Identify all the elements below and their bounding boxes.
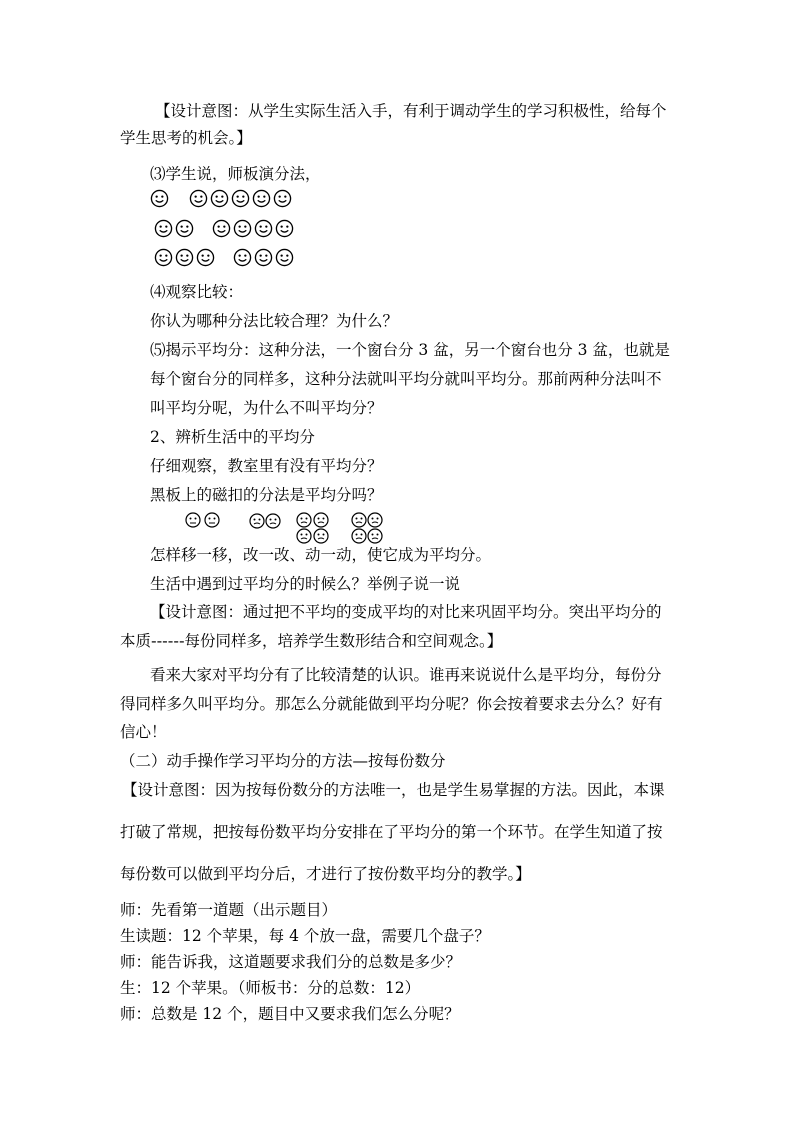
- magnet-question: 黑板上的磁扣的分法是平均分吗？: [150, 486, 383, 504]
- smiley-face-icon: [154, 219, 173, 238]
- smiley-face-icon: [212, 219, 231, 238]
- magnet-groups: [185, 510, 395, 550]
- smiley-face-icon: [275, 219, 294, 238]
- dialogue-student-2: 生：12 个苹果。（师板书：分的总数：12）: [120, 979, 421, 997]
- smiley-face-icon: [233, 219, 252, 238]
- dialogue-teacher-1: 师：先看第一道题（出示题目）: [120, 901, 338, 919]
- design-intent-1-line-1: 【设计意图：从学生实际生活入手，有利于调动学生的学习积极性，给每个: [155, 102, 667, 120]
- smiley-face-icon: [175, 219, 194, 238]
- smiley-face-icon: [252, 189, 271, 208]
- summary-line-2: 得同样多久叫平均分。那怎么分就能做到平均分呢？你会按着要求去分么？好有: [120, 695, 663, 713]
- smiley-face-icon: [254, 219, 273, 238]
- design-intent-3-line-3: 每份数可以做到平均分后，才进行了按份数平均分的教学。】: [120, 865, 531, 883]
- step-4-text: ⑷观察比较：: [150, 283, 244, 301]
- dialogue-teacher-2: 师：能告诉我，这道题要求我们分的总数是多少？: [120, 953, 462, 971]
- smiley-row-2: [154, 219, 294, 238]
- smiley-face-icon: [210, 189, 229, 208]
- dialogue-teacher-3: 师：总数是 12 个，题目中又要求我们怎么分呢？: [120, 1005, 460, 1023]
- smiley-face-icon: [175, 248, 194, 267]
- smiley-face-icon: [254, 248, 273, 267]
- design-intent-1-line-2: 学生思考的机会。】: [120, 129, 252, 147]
- question-which-method: 你认为哪种分法比较合理？为什么？: [150, 312, 399, 330]
- life-example-prompt: 生活中遇到过平均分的时候么？举例子说一说: [150, 575, 461, 593]
- frown-face-icon-group: [185, 510, 395, 550]
- smiley-face-icon: [154, 248, 173, 267]
- step-5-line-1: ⑸揭示平均分：这种分法，一个窗台分 3 盆，另一个窗台也分 3 盆，也就是: [150, 341, 670, 359]
- summary-line-1: 看来大家对平均分有了比较清楚的认识。谁再来说说什么是平均分，每份分: [150, 666, 662, 684]
- step-3-text: ⑶学生说，师板演分法，: [150, 165, 321, 183]
- step-5-line-2: 每个窗台分的同样多，这种分法就叫平均分就叫平均分。那前两种分法叫不: [150, 370, 662, 388]
- smiley-face-icon: [196, 248, 215, 267]
- move-instruction: 怎样移一移，改一改、动一动，使它成为平均分。: [150, 546, 492, 564]
- summary-line-3: 信心！: [120, 723, 167, 741]
- step-5-line-3: 叫平均分呢，为什么不叫平均分？: [150, 399, 383, 417]
- design-intent-2-line-2: 本质------每份同样多，培养学生数形结合和空间观念。】: [120, 632, 503, 650]
- dialogue-student-1: 生读题：12 个苹果，每 4 个放一盘，需要几个盘子？: [120, 927, 490, 945]
- smiley-face-icon: [275, 248, 294, 267]
- smiley-face-icon: [231, 189, 250, 208]
- observe-classroom: 仔细观察，教室里有没有平均分？: [150, 457, 383, 475]
- design-intent-2-line-1: 【设计意图：通过把不平均的变成平均的对比来巩固平均分。突出平均分的: [150, 603, 662, 621]
- smiley-face-icon: [273, 189, 292, 208]
- design-intent-3-line-1: 【设计意图：因为按每份数分的方法唯一，也是学生易掌握的方法。因此，本课: [122, 781, 665, 799]
- section-two-heading: （二）动手操作学习平均分的方法—按每份数分: [120, 752, 446, 770]
- design-intent-3-line-2: 打破了常规，把按每份数平均分安排在了平均分的第一个环节。在学生知道了按: [120, 823, 663, 841]
- smiley-face-icon: [189, 189, 208, 208]
- smiley-face-icon: [150, 189, 169, 208]
- smiley-row-3: [154, 248, 294, 267]
- section-2-heading: 2、辨析生活中的平均分: [150, 428, 315, 446]
- smiley-row-1: [150, 189, 292, 208]
- smiley-face-icon: [233, 248, 252, 267]
